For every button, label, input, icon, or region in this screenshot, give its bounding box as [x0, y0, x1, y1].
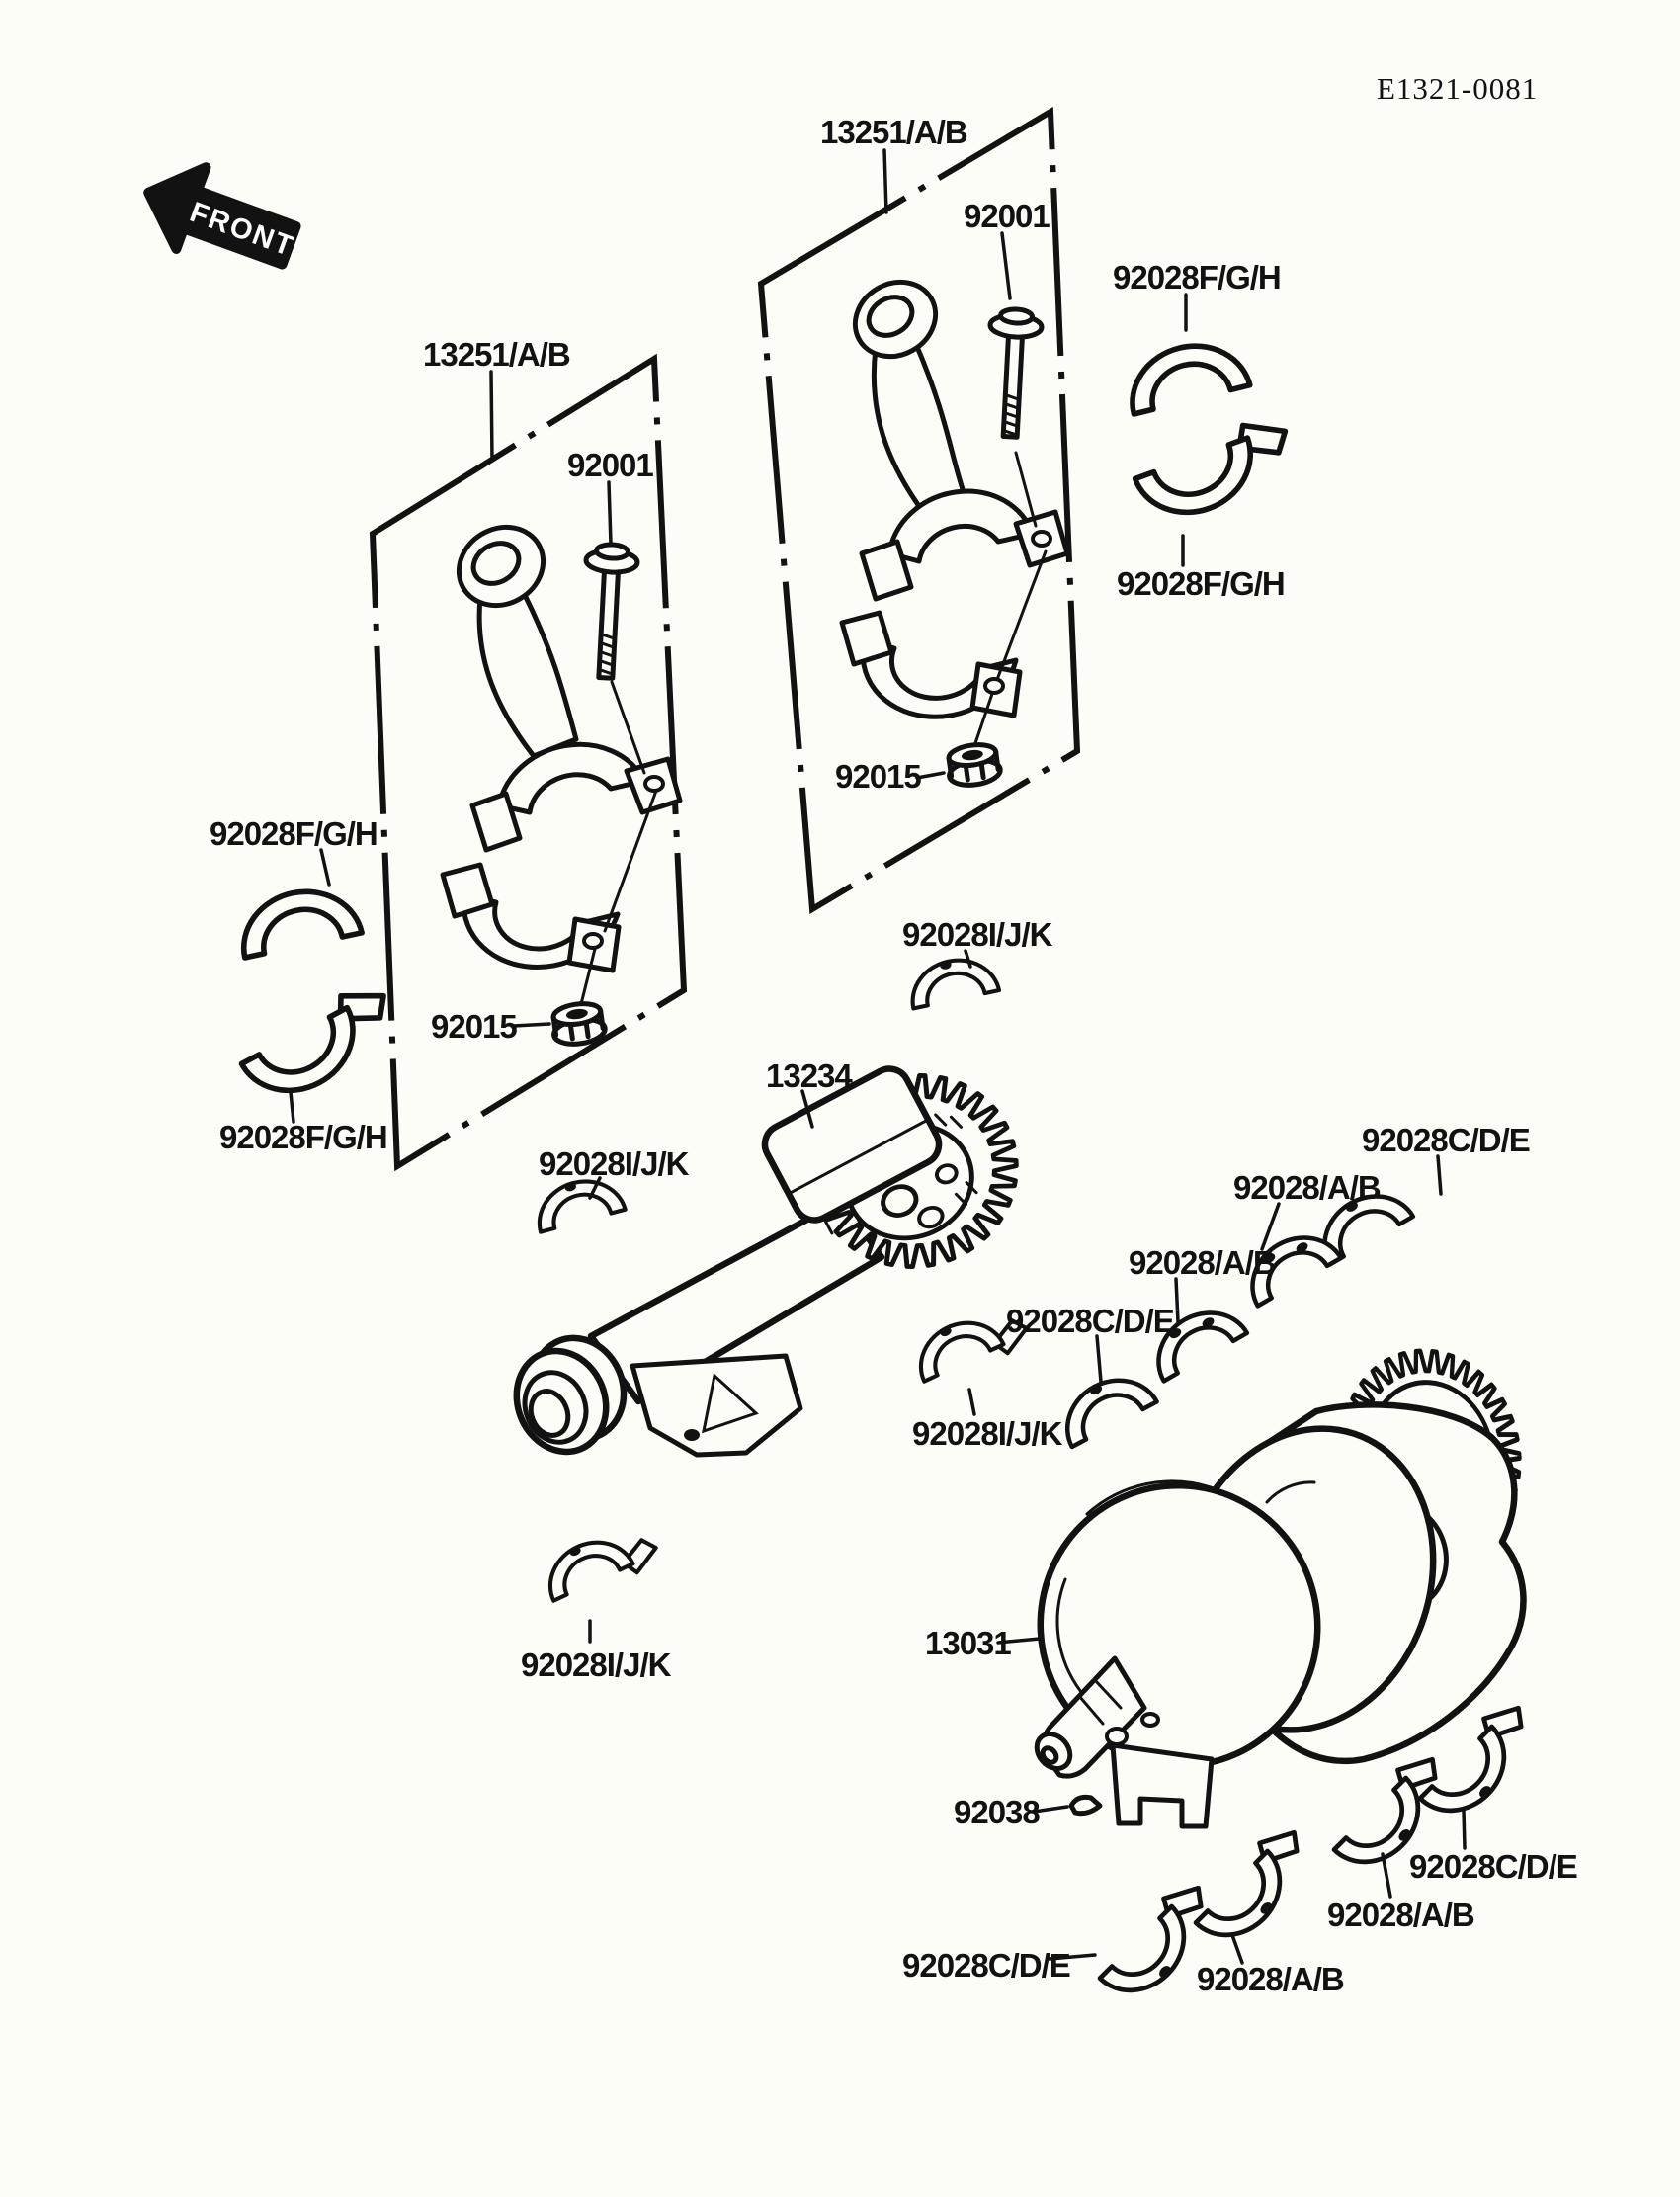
- bearing-shell-92028fgh-4: [235, 978, 405, 1111]
- leader-line: [514, 1024, 549, 1026]
- label-92028fgh-2: 92028F/G/H: [1117, 565, 1285, 602]
- leader-line: [1232, 1935, 1242, 1963]
- rod-bolt-left: [580, 544, 638, 680]
- label-13251ab-left: 13251/A/B: [423, 336, 570, 373]
- woodruff-key: [1071, 1797, 1100, 1813]
- connecting-rod-right: [842, 268, 1067, 743]
- label-92028cde-4: 92028C/D/E: [1409, 1848, 1577, 1885]
- label-92028ab-3: 92028/A/B: [1197, 1961, 1344, 1997]
- label-92028fgh-3: 92028F/G/H: [210, 815, 378, 852]
- leader-line: [969, 1390, 974, 1414]
- diagram-code: E1321-0081: [1377, 71, 1539, 106]
- label-13234: 13234: [766, 1057, 852, 1094]
- label-92028cde-1: 92028C/D/E: [1362, 1122, 1530, 1158]
- rod-nut-left: [550, 1001, 607, 1048]
- label-92028cde-3: 92028C/D/E: [902, 1947, 1070, 1984]
- front-arrow-icon: [133, 152, 309, 287]
- label-92028ijk-2: 92028I/J/K: [539, 1145, 689, 1182]
- label-92028ab-2: 92028/A/B: [1129, 1244, 1276, 1281]
- leader-line: [491, 372, 492, 460]
- rod-bolt-right: [984, 308, 1043, 439]
- connecting-rod-left: [443, 512, 680, 1004]
- label-92015-left: 92015: [431, 1008, 517, 1045]
- label-92028fgh-1: 92028F/G/H: [1113, 259, 1281, 296]
- bearing-shell-92028fgh-2: [1131, 412, 1301, 529]
- label-92028ijk-1: 92028I/J/K: [902, 916, 1052, 953]
- leader-line: [321, 850, 329, 885]
- leader-line: [917, 773, 944, 778]
- front-arrow-label: FRONT: [185, 196, 299, 264]
- bearing-shell-92028cde-2: [1051, 1363, 1157, 1447]
- label-13251ab-right: 13251/A/B: [820, 114, 967, 150]
- bearing-shell-92028fgh-1: [1121, 334, 1249, 414]
- label-92028ab-4: 92028/A/B: [1327, 1897, 1474, 1933]
- label-92028fgh-4: 92028F/G/H: [219, 1119, 387, 1155]
- label-92001-right: 92001: [964, 198, 1050, 234]
- label-92028ijk-4: 92028I/J/K: [521, 1647, 671, 1683]
- label-92015-right: 92015: [835, 758, 921, 795]
- label-92001-left: 92001: [567, 447, 653, 483]
- label-92028cde-2: 92028C/D/E: [1006, 1303, 1174, 1339]
- leader-line: [1097, 1336, 1101, 1382]
- leader-line: [609, 482, 611, 544]
- leader-line: [884, 150, 886, 212]
- label-92038: 92038: [954, 1794, 1040, 1830]
- rod-nut-right: [946, 742, 1002, 789]
- leader-line: [1383, 1854, 1390, 1897]
- leader-line: [1438, 1156, 1441, 1194]
- leader-line: [1176, 1279, 1178, 1322]
- bearing-shell-92028ijk-4: [537, 1516, 662, 1610]
- bearing-shell-92028ijk-1: [905, 952, 999, 1009]
- leader-line: [291, 1092, 294, 1122]
- label-92028ab-1: 92028/A/B: [1233, 1169, 1381, 1206]
- leader-line: [1002, 233, 1010, 298]
- bearing-shell-92028ab-3: [1188, 1820, 1322, 1955]
- leader-line: [1464, 1811, 1465, 1848]
- leader-line: [1262, 1204, 1279, 1249]
- bearing-shell-92028fgh-3: [234, 881, 362, 958]
- balancer-shaft: [502, 1201, 882, 1466]
- label-92028ijk-3: 92028I/J/K: [912, 1415, 1062, 1452]
- label-13031: 13031: [925, 1625, 1011, 1661]
